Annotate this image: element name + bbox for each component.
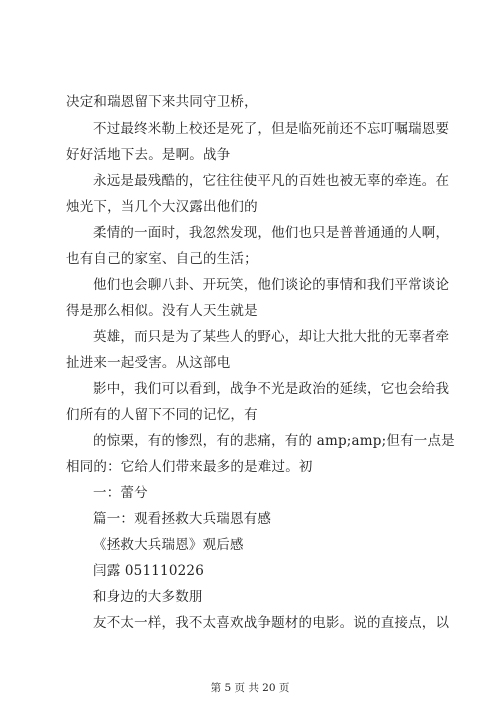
text-line: 扯进来一起受害。从这部电 xyxy=(66,355,231,371)
text-line: 也有自己的家室、自己的生活； xyxy=(66,251,258,267)
text-line: 友不太一样，我不太喜欢战争题材的电影。说的直接点，以 xyxy=(93,615,450,631)
text-line: 决定和瑞恩留下来共同守卫桥， xyxy=(66,94,258,110)
text-line: 和身边的大多数朋 xyxy=(93,589,203,605)
text-line: 的惊栗，有的惨烈，有的悲痛，有的 amp;amp;但有一点是 xyxy=(93,433,455,449)
text-line: 一：蕾兮 xyxy=(93,485,148,501)
text-line: 柔情的一面时，我忽然发现，他们也只是普普通通的人啊， xyxy=(93,225,450,241)
text-line: 永远是最残酷的，它往往使平凡的百姓也被无辜的牵连。在 xyxy=(93,173,450,189)
page-number-footer: 第 5 页 共 20 页 xyxy=(210,682,290,694)
text-line: 不过最终米勒上校还是死了，但是临死前还不忘叮嘱瑞恩要 xyxy=(93,121,450,137)
text-line: 相同的：它给人们带来最多的是难过。初 xyxy=(66,459,313,475)
text-line: 好好活地下去。是啊。战争 xyxy=(66,147,231,163)
text-line: 篇一：观看拯救大兵瑞恩有感 xyxy=(93,511,272,527)
text-line: 他们也会聊八卦、开玩笑，他们谈论的事情和我们平常谈论 xyxy=(93,277,450,293)
text-line: 们所有的人留下不同的记忆，有 xyxy=(66,407,258,423)
text-line: 得是那么相似。没有人天生就是 xyxy=(66,303,258,319)
text-line: 烛光下，当几个大汉露出他们的 xyxy=(66,199,258,215)
text-line: 《拯救大兵瑞恩》观后感 xyxy=(93,537,244,553)
text-line: 闫露 051110226 xyxy=(93,563,204,579)
text-line: 英雄，而只是为了某些人的野心，却让大批大批的无辜者牵 xyxy=(93,329,450,345)
text-line: 影中，我们可以看到，战争不光是政治的延续，它也会给我 xyxy=(93,381,450,397)
